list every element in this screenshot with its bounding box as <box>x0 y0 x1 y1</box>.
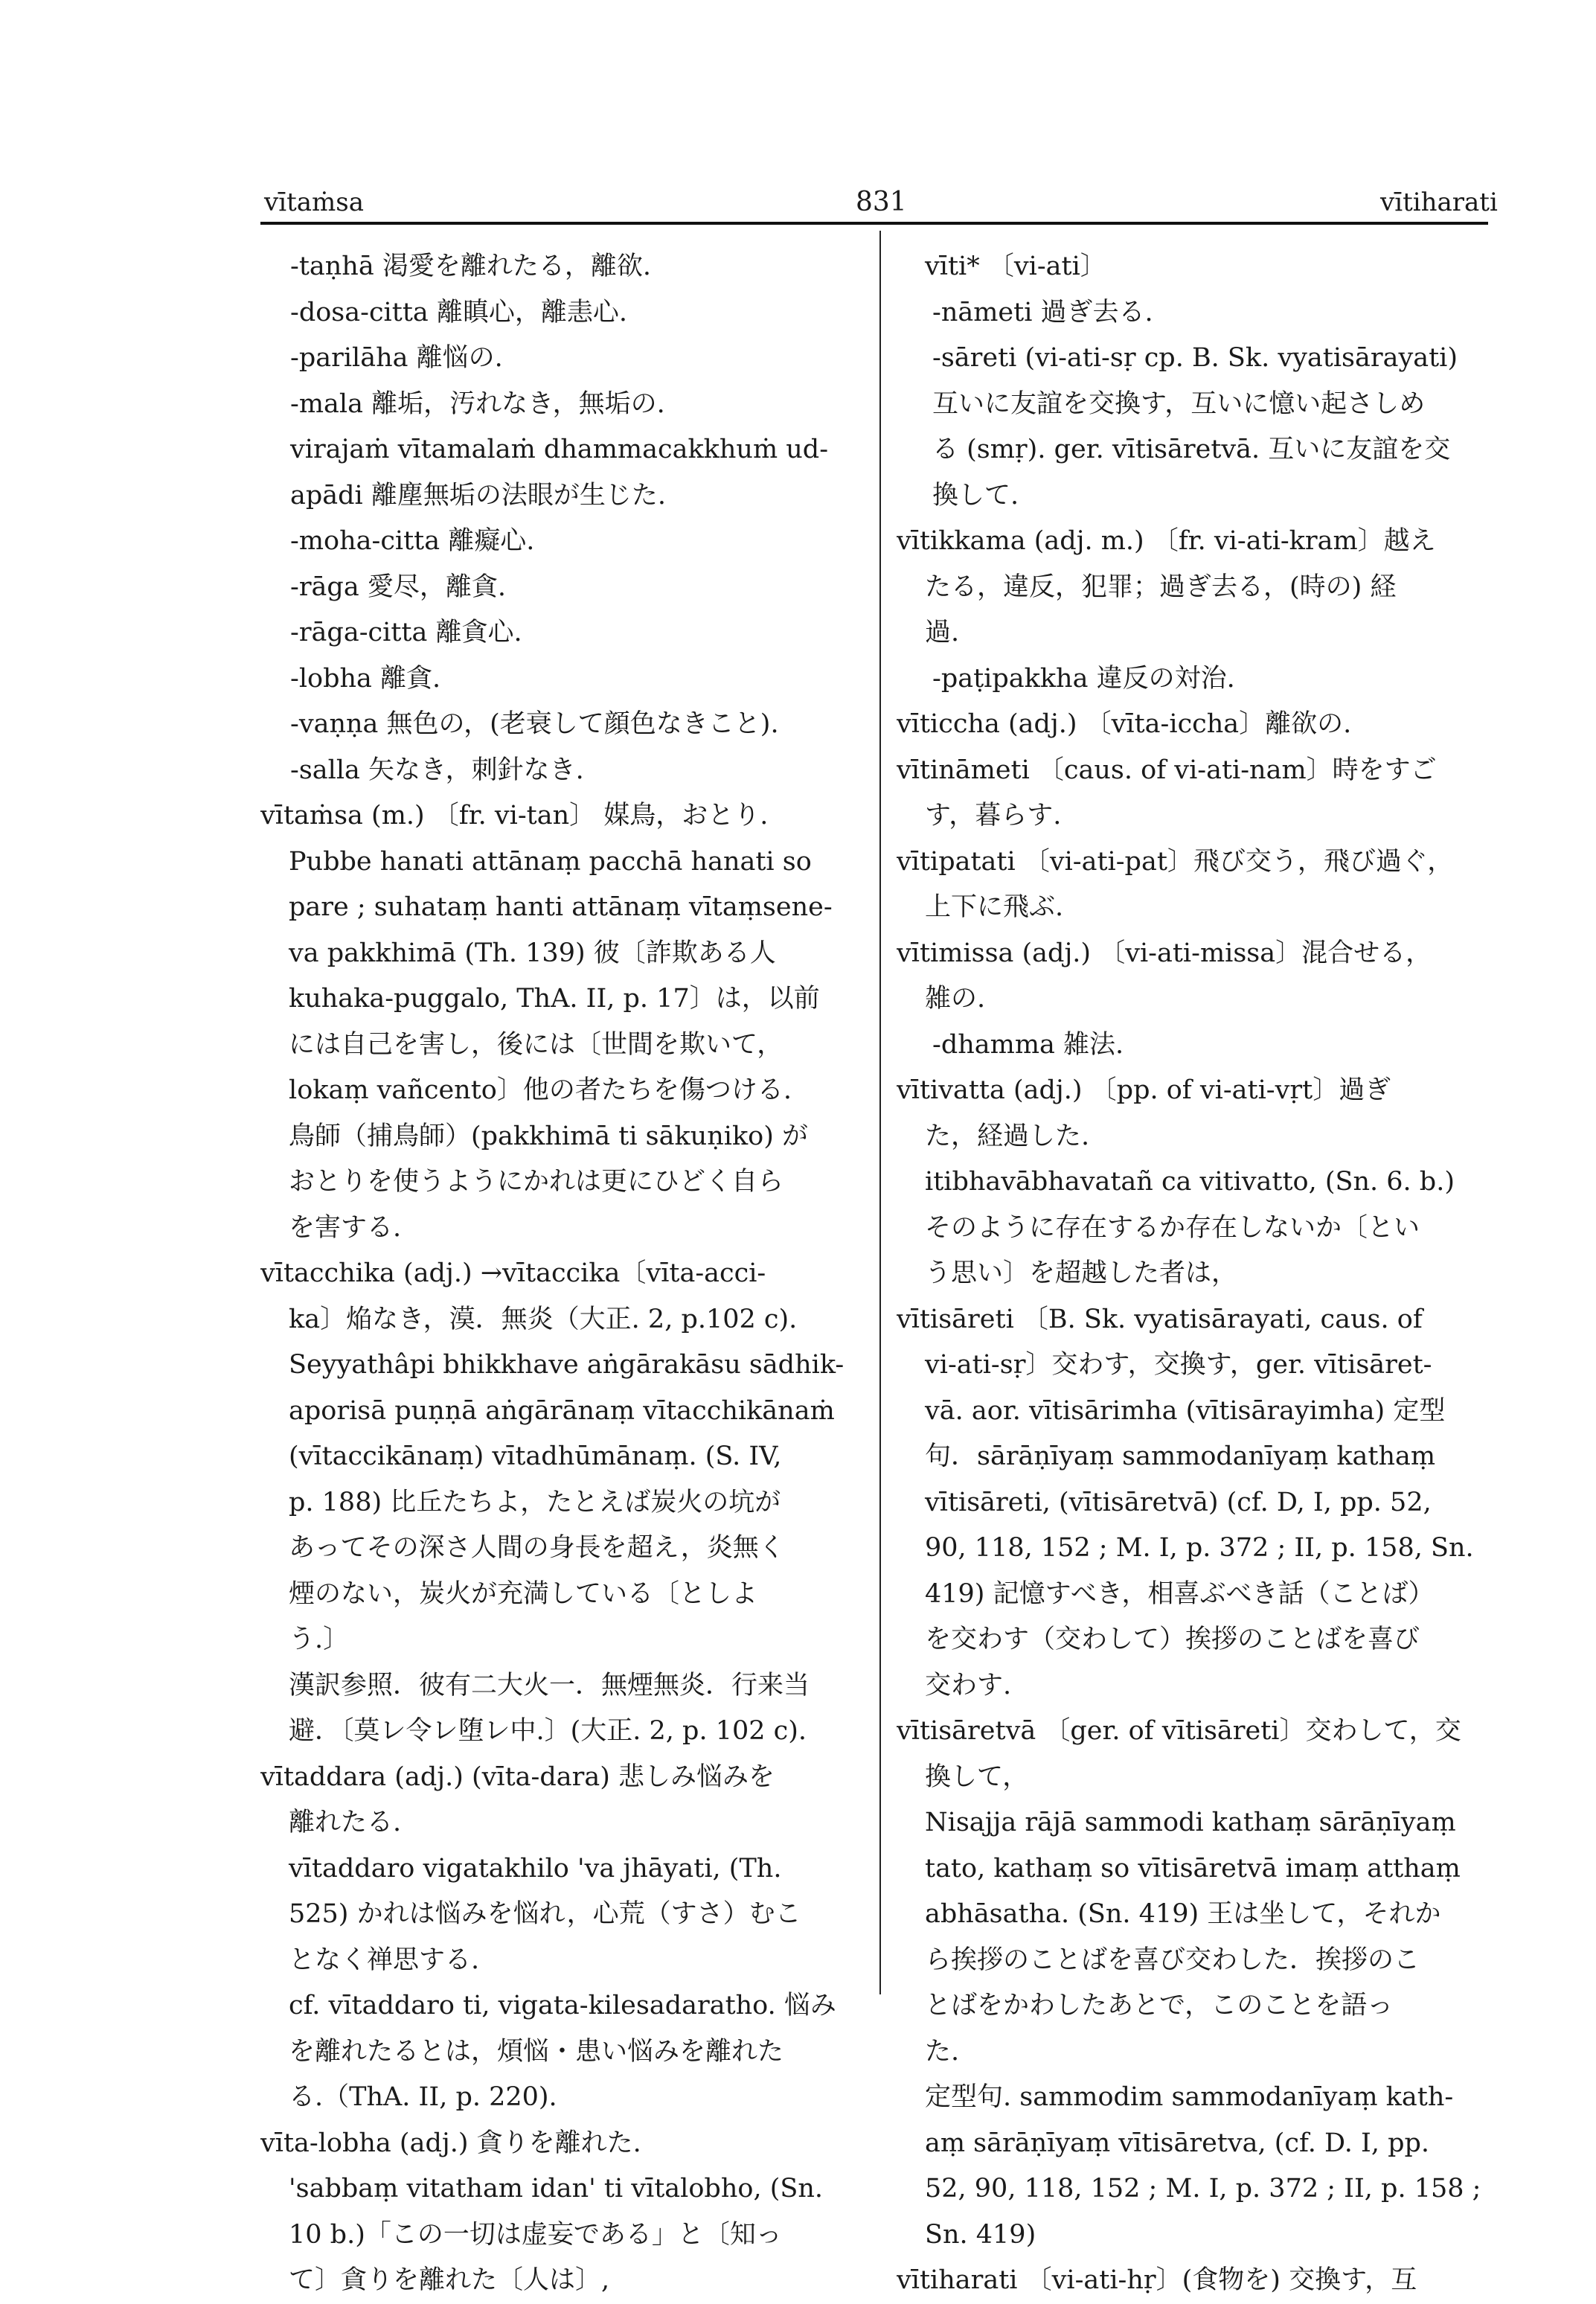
headword-line: vītimissa (adj.) 〔vi-ati-missa〕混合せる， <box>897 938 1432 968</box>
entry-line: -sāreti (vi-ati-sṛ cp. B. Sk. vyatisārayati) <box>932 343 1458 373</box>
headword-line: vītivatta (adj.) 〔pp. of vi-ati-vṛt〕過ぎ <box>897 1075 1391 1105</box>
entry-line: vītaddaro vigatakhilo 'va jhāyati, (Th. <box>289 1853 782 1884</box>
entry-line: vīti* 〔vi-ati〕 <box>925 252 1106 281</box>
headword-line: vītipatati 〔vi-ati-pat〕飛び交う，飛び過ぐ， <box>897 846 1454 877</box>
headword-line: vītināmeti 〔caus. of vi-ati-nam〕時をすご <box>897 755 1437 785</box>
entry-line: itibhavābhavatañ ca vitivatto, (Sn. 6. b.) <box>925 1167 1455 1197</box>
entry-line: Pubbe hanati attānaṃ pacchā hanati so <box>289 846 812 877</box>
headword-line: vītisāreti 〔B. Sk. vyatisārayati, caus. of <box>897 1304 1423 1334</box>
entry-line: 525) かれは悩みを悩れ，心荒（すさ）むこ <box>289 1899 801 1929</box>
entry-line: 52, 90, 118, 152 ; M. I, p. 372 ; II, p. 158 ; <box>925 2174 1481 2204</box>
entry-line: る (smṛ). ger. vītisāretvā. 互いに友誼を交 <box>932 435 1451 464</box>
entry-line: 換して， <box>925 1761 1029 1792</box>
entry-line: ら挨拶のことばを喜び交わした．挨拶のこ <box>925 1945 1420 1975</box>
headword-line: vītaṁsa (m.) 〔fr. vi-tan〕 媒鳥，おとり. <box>260 801 769 831</box>
entry-line: -nāmeti 過ぎ去る. <box>932 297 1153 327</box>
entry-line: 句．sārāṇīyaṃ sammodanīyaṃ kathaṃ <box>925 1441 1436 1471</box>
entry-line: う.〕 <box>289 1625 350 1654</box>
entry-line: 互いに友誼を交換す，互いに憶い起さしめ <box>932 388 1426 419</box>
entry-line: 'sabbaṃ vitatham idan' ti vītalobho, (Sn. <box>289 2174 823 2204</box>
entry-line: apādi 離塵無垢の法眼が生じた. <box>290 480 666 511</box>
entry-line: ka〕焔なき，漠．無炎（大正. 2, p.102 c). <box>289 1304 798 1334</box>
entry-line: -mala 離垢，汚れなき，無垢の. <box>290 388 665 419</box>
running-head-left: vītaṁsa <box>264 188 364 217</box>
entry-line: う思い〕を超越した者は， <box>925 1258 1238 1288</box>
entry-line: 交わす. <box>925 1670 1012 1700</box>
entry-line: -moha-citta 離癡心. <box>290 526 535 556</box>
headword-line: vītiharati 〔vi-ati-hṛ〕(食物を) 交換す，互 <box>897 2265 1417 2295</box>
entry-line: て〕貪りを離れた〔人は〕, <box>289 2265 610 2295</box>
entry-line: aṃ sārāṇīyaṃ vītisāretva, (cf. D. I, pp. <box>925 2128 1430 2158</box>
entry-line: lokaṃ vañcento〕他の者たちを傷つける. <box>289 1075 792 1105</box>
entry-line: とばをかわしたあとで，このことを語っ <box>925 1991 1394 2020</box>
entry-line: cf. vītaddaro ti, vigata-kilesadaratho. 悩み <box>289 1991 836 2020</box>
headword-line: vītikkama (adj. m.) 〔fr. vi-ati-kram〕越え <box>897 526 1436 556</box>
entry-line: には自己を害し，後には〔世間を欺いて， <box>289 1029 783 1060</box>
entry-line: す，暮らす. <box>925 801 1062 831</box>
entry-line: を害する. <box>289 1212 402 1243</box>
entry-line: 換して. <box>932 480 1019 511</box>
headword-line: vīta-lobha (adj.) 貪りを離れた. <box>260 2128 641 2158</box>
entry-line: -parilāha 離悩の. <box>290 343 503 373</box>
entry-line: る.（ThA. II, p. 220). <box>289 2082 557 2112</box>
entry-line: を交わす（交わして）挨拶のことばを喜び <box>925 1625 1420 1654</box>
entry-line: 離れたる. <box>289 1808 402 1837</box>
entry-line: た，経過した. <box>925 1121 1090 1151</box>
entry-line: -rāga 愛尽，離貪. <box>290 572 506 602</box>
entry-line: p. 188) 比丘たちよ，たとえば炭火の坑が <box>289 1487 781 1517</box>
entry-line: -vaṇṇa 無色の，(老衰して顔色なきこと). <box>290 709 779 739</box>
entry-line: あってその深さ人間の身長を超え，炎無く <box>289 1533 785 1563</box>
entry-line: を離れたるとは，煩悩・患い悩みを離れた <box>289 2036 784 2067</box>
left-column <box>260 244 863 2304</box>
entry-line: Seyyathâpi bhikkhave aṅgārakāsu sādhik- <box>289 1350 845 1380</box>
entry-line: おとりを使うようにかれは更にひどく自ら <box>289 1167 784 1197</box>
entry-line: -dosa-citta 離瞋心，離恚心. <box>290 297 628 327</box>
entry-line: virajaṁ vītamalaṁ dhammacakkhuṁ ud- <box>290 435 829 464</box>
entry-line: 419) 記憶すべき，相喜ぶべき話（ことば） <box>925 1578 1435 1609</box>
entry-line: となく禅思する. <box>289 1945 480 1975</box>
entry-line: kuhaka-puggalo, ThA. II, p. 17〕は，以前 <box>289 984 820 1014</box>
header-rule <box>260 222 1488 225</box>
entry-line: abhāsatha. (Sn. 419) 王は坐して，それか <box>925 1899 1441 1929</box>
entry-line: -salla 矢なき，刺針なき. <box>290 755 584 785</box>
entry-line: aporisā puṇṇā aṅgārānaṃ vītacchikānaṁ <box>289 1395 835 1426</box>
entry-line: tato, kathaṃ so vītisāretvā imaṃ atthaṃ <box>925 1853 1461 1884</box>
running-head-right: vītiharati <box>1380 188 1498 217</box>
entry-line: -taṇhā 渇愛を離れたる，離欲. <box>290 252 651 281</box>
headword-line: vītaddara (adj.) (vīta-dara) 悲しみ悩みを <box>260 1761 775 1792</box>
entry-line: 鳥師（捕鳥師）(pakkhimā ti sākuṇiko) が <box>289 1121 809 1151</box>
entry-line: 上下に飛ぶ. <box>925 892 1064 922</box>
entry-line: pare ; suhataṃ hanti attānaṃ vītaṃsene- <box>289 892 833 922</box>
entry-line: 避．〔莫レ令レ堕レ中.〕(大正. 2, p. 102 c). <box>289 1716 807 1746</box>
entry-line: 過. <box>925 618 960 647</box>
right-column <box>897 244 1499 2304</box>
entry-line: 漢訳参照．彼有二大火一．無煙無炎．行来当 <box>289 1670 810 1700</box>
entry-line: va pakkhimā (Th. 139) 彼〔詐欺ある人 <box>289 938 776 968</box>
headword-line: vītacchika (adj.) →vītaccika〔vīta-acci- <box>260 1258 766 1288</box>
entry-line: た. <box>925 2036 960 2067</box>
page-number: 831 <box>856 187 907 217</box>
entry-line: 雑の. <box>925 984 986 1014</box>
entry-line: 定型句. sammodim sammodanīyaṃ kath- <box>925 2082 1454 2112</box>
entry-line: Nisajja rājā sammodi kathaṃ sārāṇīyaṃ <box>925 1808 1456 1837</box>
entry-line: 90, 118, 152 ; M. I, p. 372 ; II, p. 158, Sn. <box>925 1533 1474 1563</box>
headword-line: vītisāretvā 〔ger. of vītisāreti〕交わして，交 <box>897 1716 1461 1746</box>
entry-line: そのように存在するか存在しないか〔とい <box>925 1212 1420 1243</box>
entry-line: たる，違反，犯罪；過ぎ去る，(時の) 経 <box>925 572 1397 602</box>
entry-line: -lobha 離貪. <box>290 663 441 694</box>
entry-line: vā. aor. vītisārimha (vītisārayimha) 定型 <box>925 1395 1446 1426</box>
column-divider <box>879 231 881 1994</box>
entry-line: -paṭipakkha 違反の対治. <box>932 663 1235 694</box>
headword-line: vīticcha (adj.) 〔vīta-iccha〕離欲の. <box>897 709 1352 739</box>
entry-line: vi-ati-sṛ〕交わす，交換す，ger. vītisāret- <box>925 1350 1432 1380</box>
entry-line: 煙のない，炭火が充満している〔としよ <box>289 1578 758 1609</box>
entry-line: -dhamma 雑法. <box>932 1029 1124 1060</box>
entry-line: Sn. 419) <box>925 2219 1036 2250</box>
entry-line: 10 b.)「この一切は虚妄である」と〔知っ <box>289 2219 782 2250</box>
entry-line: vītisāreti, (vītisāretvā) (cf. D, I, pp. 52, <box>925 1487 1432 1517</box>
entry-line: (vītaccikānaṃ) vītadhūmānaṃ. (S. IV, <box>289 1441 782 1471</box>
entry-line: -rāga-citta 離貪心. <box>290 618 522 647</box>
